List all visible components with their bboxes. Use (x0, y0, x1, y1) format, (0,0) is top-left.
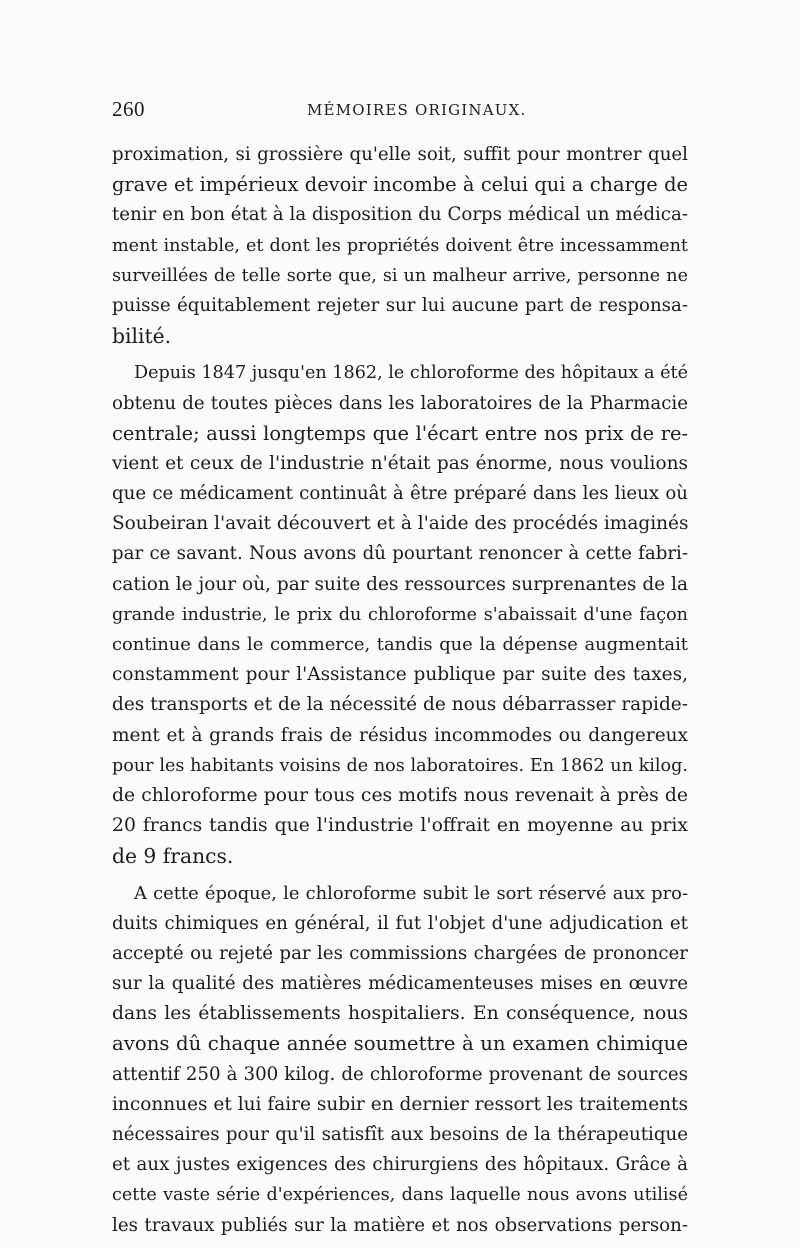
text-line: vient et ceux de l'industrie n'était pas énorme, nous voulions (112, 452, 688, 474)
paragraph (112, 879, 688, 1241)
text-line: cation le jour où, par suite des ressources surprenantes de la (112, 573, 688, 595)
text-line: ment instable, et dont les propriétés doivent être incessamment (112, 235, 688, 256)
text-line: avons dû chaque année soumettre à un examen chimique (112, 1032, 688, 1056)
text-line: 20 francs tandis que l'industrie l'offrait en moyenne au prix (112, 815, 688, 837)
text-line: et aux justes exigences des chirurgiens des hôpitaux. Grâce à (112, 1154, 688, 1176)
text-line: ment et à grands frais de résidus incommodes ou dangereux (112, 724, 688, 746)
text-line: centrale; aussi longtemps que l'écart entre nos prix de re- (112, 421, 688, 445)
text-line: inconnues et lui faire subir en dernier ressort les traitements (112, 1093, 688, 1115)
text-line: bilité. (112, 324, 172, 349)
text-line: cette vaste série d'expériences, dans laquelle nous avons utilisé (112, 1185, 688, 1206)
text-line: attentif 250 à 300 kilog. de chloroforme provenant de sources (112, 1063, 688, 1085)
text-line: accepté ou rejeté par les commissions chargées de prononcer (112, 942, 688, 964)
text-line: Depuis 1847 jusqu'en 1862, le chloroforme des hôpitaux a été (134, 363, 688, 384)
text-line: des transports et de la nécessité de nous débarrasser rapide- (112, 694, 688, 716)
text-line: puisse équitablement rejeter sur lui aucune part de responsa- (112, 294, 688, 316)
text-line: les travaux publiés sur la matière et nos observations person- (112, 1214, 688, 1236)
text-line: tenir en bon état à la disposition du Corps médical un médica- (112, 204, 688, 226)
text-line: de 9 francs. (112, 844, 234, 869)
text-line: A cette époque, le chloroforme subit le sort réservé aux pro- (134, 882, 688, 904)
text-line: duits chimiques en général, il fut l'objet d'une adjudication et (112, 912, 688, 934)
text-line: proximation, si grossière qu'elle soit, suffit pour montrer quel (112, 144, 688, 165)
running-head: MÉMOIRES ORIGINAUX. (307, 101, 527, 119)
text-line: grande industrie, le prix du chloroforme s'abaissait d'une façon (112, 604, 688, 625)
paragraph (112, 140, 688, 351)
text-line: continue dans le commerce, tandis que la dépense augmentait (112, 634, 688, 655)
text-line: constamment pour l'Assistance publique par suite des taxes, (112, 664, 688, 686)
text-line: dans les établissements hospitaliers. En conséquence, nous (112, 1003, 688, 1025)
text-line: que ce médicament continuât à être préparé dans les lieux où (112, 483, 688, 505)
text-line: Soubeiran l'avait découvert et à l'aide des procédés imaginés (112, 513, 689, 535)
paragraph (112, 358, 688, 871)
text-line: nécessaires pour qu'il satisfît aux besoins de la thérapeutique (112, 1124, 688, 1145)
text-line: de chloroforme pour tous ces motifs nous revenait à près de (112, 784, 688, 806)
text-line: surveillées de telle sorte que, si un malheur arrive, personne ne (112, 265, 688, 286)
text-line: grave et impérieux devoir incombe à celui qui a charge de (112, 173, 688, 197)
text-line: obtenu de toutes pièces dans les laboratoires de la Pharmacie (112, 392, 688, 414)
body-text (112, 140, 688, 1248)
text-line: sur la qualité des matières médicamenteuses mises en œuvre (112, 973, 688, 995)
text-line: par ce savant. Nous avons dû pourtant renoncer à cette fabri- (112, 543, 688, 565)
text-line: pour les habitants voisins de nos laboratoires. En 1862 un kilog. (112, 755, 688, 776)
page-header (112, 97, 682, 125)
page-number: 260 (112, 97, 145, 121)
